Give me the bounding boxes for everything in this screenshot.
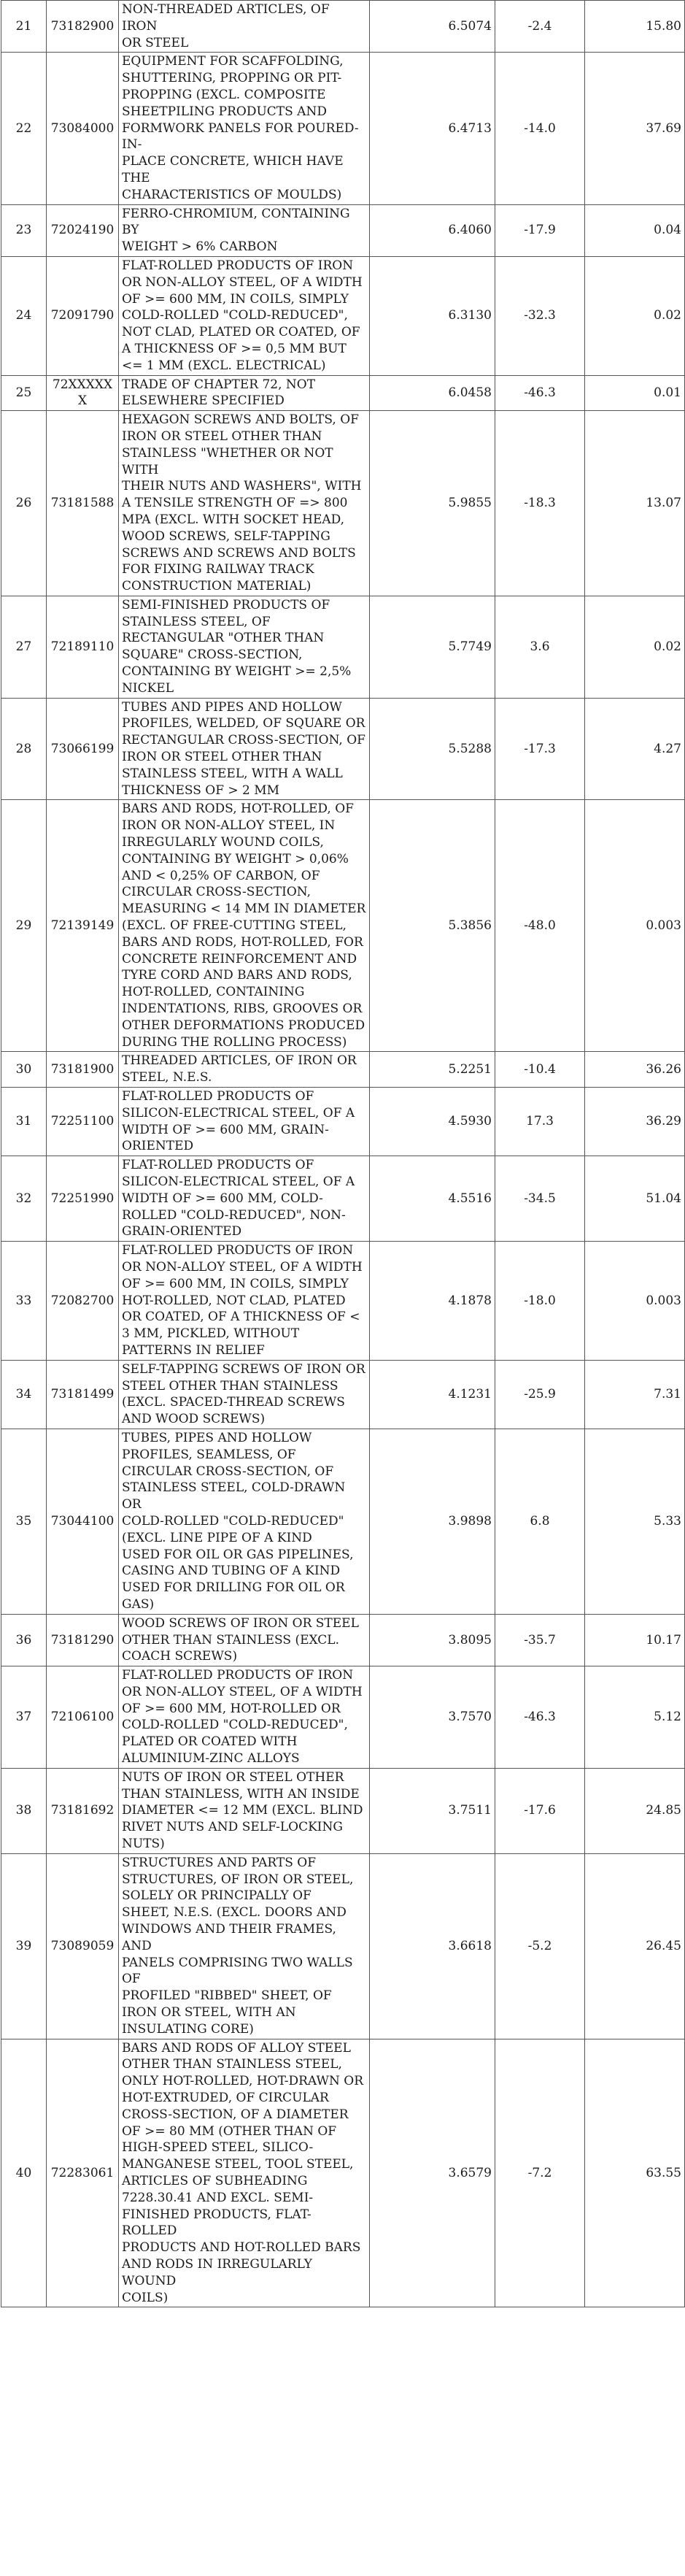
table-row [1,411,685,596]
row-number-cell: 34 [1,1360,47,1429]
product-description-cell: EQUIPMENT FOR SCAFFOLDING, SHUTTERING, PROPPING OR PIT- PROPPING (EXCL. COMPOSITE SHEETPILING PRODUCTS AND FORMWORK PANELS FOR POURED-IN- PLACE CONCRETE, WHICH HAVE THE CHARACTERISTICS OF MOULDS) [119,53,370,204]
change-percent-cell: -48.0 [495,800,585,1052]
table-row [1,1088,685,1156]
table-row [1,698,685,800]
hs-code-cell: 72024190 [47,204,119,256]
product-description-cell: NUTS OF IRON OR STEEL OTHER THAN STAINLESS, WITH AN INSIDE DIAMETER <= 12 MM (EXCL. BLIND RIVET NUTS AND SELF-LOCKING NUTS) [119,1768,370,1853]
product-description-cell: SELF-TAPPING SCREWS OF IRON OR STEEL OTHER THAN STAINLESS (EXCL. SPACED-THREAD SCREWS AND WOOD SCREWS) [119,1360,370,1429]
change-percent-cell: -14.0 [495,53,585,204]
table-row [1,256,685,375]
value-cell: 3.9898 [370,1429,495,1614]
row-number-cell: 40 [1,2039,47,2307]
change-percent-cell: -5.2 [495,1853,585,2039]
row-number-cell: 22 [1,53,47,204]
product-description-cell: BARS AND RODS, HOT-ROLLED, OF IRON OR NON-ALLOY STEEL, IN IRREGULARLY WOUND COILS, CONTAINING BY WEIGHT > 0,06% AND < 0,25% OF CARBON, OF CIRCULAR CROSS-SECTION, MEASURING < 14 MM IN DIAMETER (EXCL. OF FREE-CUTTING STEEL, BARS AND RODS, HOT-ROLLED, FOR CONCRETE REINFORCEMENT AND TYRE CORD AND BARS AND RODS, HOT-ROLLED, CONTAINING INDENTATIONS, RIBS, GROOVES OR OTHER DEFORMATIONS PRODUCED DURING THE ROLLING PROCESS) [119,800,370,1052]
change-percent-cell: -46.3 [495,1666,585,1769]
table-row [1,1768,685,1853]
product-description-cell: BARS AND RODS OF ALLOY STEEL OTHER THAN STAINLESS STEEL, ONLY HOT-ROLLED, HOT-DRAWN OR HOT-EXTRUDED, OF CIRCULAR CROSS-SECTION, OF A DIAMETER OF >= 80 MM (OTHER THAN OF HIGH-SPEED STEEL, SILICO- MANGANESE STEEL, TOOL STEEL, ARTICLES OF SUBHEADING 7228.30.41 AND EXCL. SEMI- FINISHED PRODUCTS, FLAT-ROLLED PRODUCTS AND HOT-ROLLED BARS AND RODS IN IRREGULARLY WOUND COILS) [119,2039,370,2307]
value-cell: 6.4060 [370,204,495,256]
value-cell: 5.5288 [370,698,495,800]
row-number-cell: 38 [1,1768,47,1853]
hs-code-cell: 72251100 [47,1088,119,1156]
change-percent-cell: -17.3 [495,698,585,800]
value-cell: 4.5930 [370,1088,495,1156]
share-cell: 0.01 [585,375,685,411]
value-cell: 6.0458 [370,375,495,411]
share-cell: 37.69 [585,53,685,204]
table-row [1,1614,685,1666]
table-row [1,800,685,1052]
row-number-cell: 21 [1,1,47,53]
product-description-cell: FLAT-ROLLED PRODUCTS OF IRON OR NON-ALLOY STEEL, OF A WIDTH OF >= 600 MM, IN COILS, SIMPLY HOT-ROLLED, NOT CLAD, PLATED OR COATED, OF A THICKNESS OF < 3 MM, PICKLED, WITHOUT PATTERNS IN RELIEF [119,1242,370,1361]
change-percent-cell: -46.3 [495,375,585,411]
product-description-cell: FLAT-ROLLED PRODUCTS OF SILICON-ELECTRICAL STEEL, OF A WIDTH OF >= 600 MM, GRAIN- ORIENTED [119,1088,370,1156]
share-cell: 5.12 [585,1666,685,1769]
hs-code-cell: 73084000 [47,53,119,204]
value-cell: 3.6618 [370,1853,495,2039]
value-cell: 5.9855 [370,411,495,596]
share-cell: 51.04 [585,1156,685,1242]
product-description-cell: WOOD SCREWS OF IRON OR STEEL OTHER THAN STAINLESS (EXCL. COACH SCREWS) [119,1614,370,1666]
hs-code-cell: 72082700 [47,1242,119,1361]
row-number-cell: 26 [1,411,47,596]
share-cell: 7.31 [585,1360,685,1429]
row-number-cell: 31 [1,1088,47,1156]
value-cell: 5.7749 [370,596,495,698]
row-number-cell: 27 [1,596,47,698]
share-cell: 4.27 [585,698,685,800]
value-cell: 5.2251 [370,1052,495,1088]
product-description-cell: STRUCTURES AND PARTS OF STRUCTURES, OF IRON OR STEEL, SOLELY OR PRINCIPALLY OF SHEET, N.E.S. (EXCL. DOORS AND WINDOWS AND THEIR FRAMES, AND PANELS COMPRISING TWO WALLS OF PROFILED "RIBBED" SHEET, OF IRON OR STEEL, WITH AN INSULATING CORE) [119,1853,370,2039]
hs-code-cell: 72106100 [47,1666,119,1769]
table-row [1,1052,685,1088]
table-row [1,1,685,53]
trade-table-body [1,1,685,2307]
change-percent-cell: 3.6 [495,596,585,698]
value-cell: 4.1231 [370,1360,495,1429]
table-row [1,204,685,256]
share-cell: 10.17 [585,1614,685,1666]
row-number-cell: 28 [1,698,47,800]
trade-table [1,0,685,2307]
product-description-cell: TUBES AND PIPES AND HOLLOW PROFILES, WELDED, OF SQUARE OR RECTANGULAR CROSS-SECTION, OF IRON OR STEEL OTHER THAN STAINLESS STEEL, WITH A WALL THICKNESS OF > 2 MM [119,698,370,800]
share-cell: 15.80 [585,1,685,53]
share-cell: 0.02 [585,256,685,375]
change-percent-cell: -10.4 [495,1052,585,1088]
change-percent-cell: -18.3 [495,411,585,596]
share-cell: 0.02 [585,596,685,698]
row-number-cell: 24 [1,256,47,375]
share-cell: 0.003 [585,800,685,1052]
table-row [1,1429,685,1614]
product-description-cell: THREADED ARTICLES, OF IRON OR STEEL, N.E.S. [119,1052,370,1088]
row-number-cell: 32 [1,1156,47,1242]
hs-code-cell: 73182900 [47,1,119,53]
change-percent-cell: -17.6 [495,1768,585,1853]
hs-code-cell: 73044100 [47,1429,119,1614]
row-number-cell: 36 [1,1614,47,1666]
hs-code-cell: 72189110 [47,596,119,698]
change-percent-cell: -17.9 [495,204,585,256]
hs-code-cell: 72XXXXXX [47,375,119,411]
product-description-cell: FLAT-ROLLED PRODUCTS OF IRON OR NON-ALLOY STEEL, OF A WIDTH OF >= 600 MM, HOT-ROLLED OR COLD-ROLLED "COLD-REDUCED", PLATED OR COATED WITH ALUMINIUM-ZINC ALLOYS [119,1666,370,1769]
share-cell: 24.85 [585,1768,685,1853]
product-description-cell: TUBES, PIPES AND HOLLOW PROFILES, SEAMLESS, OF CIRCULAR CROSS-SECTION, OF STAINLESS STEEL, COLD-DRAWN OR COLD-ROLLED "COLD-REDUCED" (EXCL. LINE PIPE OF A KIND USED FOR OIL OR GAS PIPELINES, CASING AND TUBING OF A KIND USED FOR DRILLING FOR OIL OR GAS) [119,1429,370,1614]
share-cell: 36.26 [585,1052,685,1088]
row-number-cell: 39 [1,1853,47,2039]
hs-code-cell: 72283061 [47,2039,119,2307]
hs-code-cell: 73066199 [47,698,119,800]
change-percent-cell: -32.3 [495,256,585,375]
table-row [1,53,685,204]
share-cell: 26.45 [585,1853,685,2039]
product-description-cell: HEXAGON SCREWS AND BOLTS, OF IRON OR STEEL OTHER THAN STAINLESS "WHETHER OR NOT WITH THEIR NUTS AND WASHERS", WITH A TENSILE STRENGTH OF => 800 MPA (EXCL. WITH SOCKET HEAD, WOOD SCREWS, SELF-TAPPING SCREWS AND SCREWS AND BOLTS FOR FIXING RAILWAY TRACK CONSTRUCTION MATERIAL) [119,411,370,596]
share-cell: 0.04 [585,204,685,256]
value-cell: 3.7570 [370,1666,495,1769]
table-row [1,1666,685,1769]
hs-code-cell: 73181290 [47,1614,119,1666]
row-number-cell: 35 [1,1429,47,1614]
table-row [1,1853,685,2039]
share-cell: 36.29 [585,1088,685,1156]
row-number-cell: 33 [1,1242,47,1361]
product-description-cell: NON-THREADED ARTICLES, OF IRON OR STEEL [119,1,370,53]
product-description-cell: FLAT-ROLLED PRODUCTS OF IRON OR NON-ALLOY STEEL, OF A WIDTH OF >= 600 MM, IN COILS, SIMPLY COLD-ROLLED "COLD-REDUCED", NOT CLAD, PLATED OR COATED, OF A THICKNESS OF >= 0,5 MM BUT <= 1 MM (EXCL. ELECTRICAL) [119,256,370,375]
value-cell: 4.1878 [370,1242,495,1361]
row-number-cell: 37 [1,1666,47,1769]
share-cell: 13.07 [585,411,685,596]
row-number-cell: 29 [1,800,47,1052]
table-row [1,1156,685,1242]
hs-code-cell: 73181900 [47,1052,119,1088]
product-description-cell: TRADE OF CHAPTER 72, NOT ELSEWHERE SPECIFIED [119,375,370,411]
value-cell: 6.4713 [370,53,495,204]
product-description-cell: FERRO-CHROMIUM, CONTAINING BY WEIGHT > 6% CARBON [119,204,370,256]
hs-code-cell: 72091790 [47,256,119,375]
value-cell: 6.5074 [370,1,495,53]
change-percent-cell: 17.3 [495,1088,585,1156]
change-percent-cell: 6.8 [495,1429,585,1614]
value-cell: 4.5516 [370,1156,495,1242]
change-percent-cell: -18.0 [495,1242,585,1361]
hs-code-cell: 72251990 [47,1156,119,1242]
table-row [1,596,685,698]
share-cell: 5.33 [585,1429,685,1614]
change-percent-cell: -2.4 [495,1,585,53]
change-percent-cell: -25.9 [495,1360,585,1429]
value-cell: 5.3856 [370,800,495,1052]
table-row [1,1242,685,1361]
hs-code-cell: 73181692 [47,1768,119,1853]
hs-code-cell: 73089059 [47,1853,119,2039]
row-number-cell: 23 [1,204,47,256]
share-cell: 0.003 [585,1242,685,1361]
product-description-cell: SEMI-FINISHED PRODUCTS OF STAINLESS STEEL, OF RECTANGULAR "OTHER THAN SQUARE" CROSS-SECTION, CONTAINING BY WEIGHT >= 2,5% NICKEL [119,596,370,698]
share-cell: 63.55 [585,2039,685,2307]
change-percent-cell: -7.2 [495,2039,585,2307]
hs-code-cell: 73181499 [47,1360,119,1429]
row-number-cell: 25 [1,375,47,411]
change-percent-cell: -35.7 [495,1614,585,1666]
table-row [1,375,685,411]
row-number-cell: 30 [1,1052,47,1088]
table-row [1,2039,685,2307]
change-percent-cell: -34.5 [495,1156,585,1242]
value-cell: 6.3130 [370,256,495,375]
value-cell: 3.7511 [370,1768,495,1853]
value-cell: 3.8095 [370,1614,495,1666]
hs-code-cell: 73181588 [47,411,119,596]
product-description-cell: FLAT-ROLLED PRODUCTS OF SILICON-ELECTRICAL STEEL, OF A WIDTH OF >= 600 MM, COLD- ROLLED "COLD-REDUCED", NON- GRAIN-ORIENTED [119,1156,370,1242]
hs-code-cell: 72139149 [47,800,119,1052]
table-row [1,1360,685,1429]
value-cell: 3.6579 [370,2039,495,2307]
